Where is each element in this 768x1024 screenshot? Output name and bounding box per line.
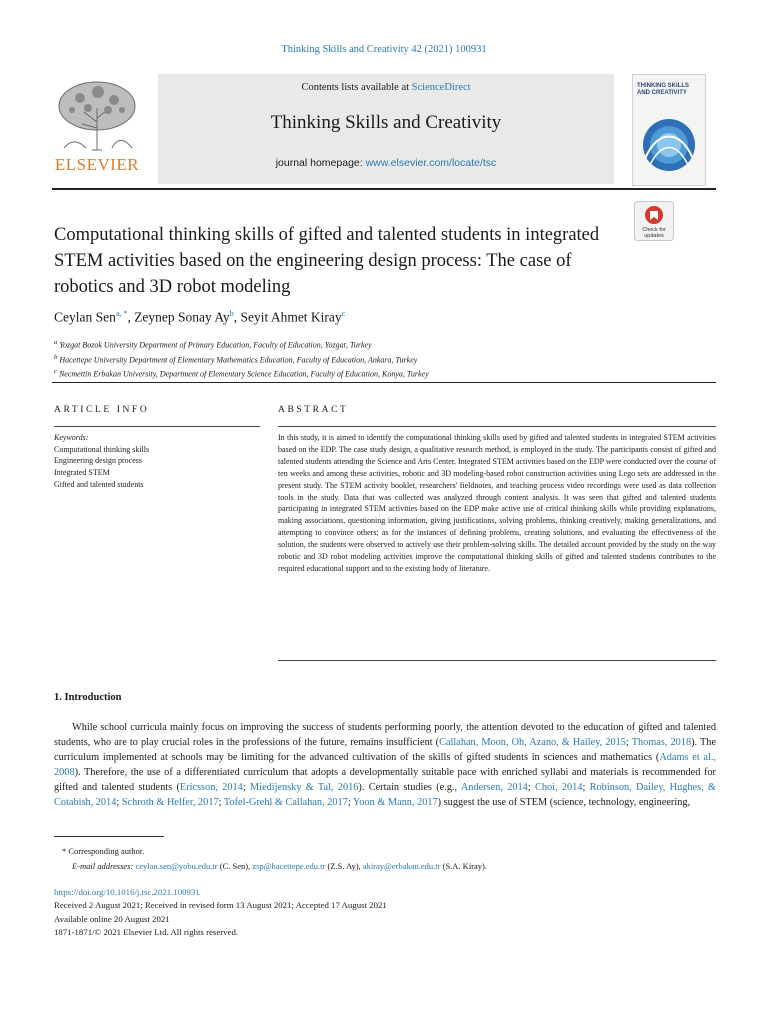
article-info-heading: ARTICLE INFO xyxy=(54,405,150,415)
email-line: E-mail addresses: ceylan.sen@yobu.edu.tr (C. Sen), zsp@hacettepe.edu.tr (Z.S. Ay), akiray@erbakan.edu.tr (S.A. Kiray). xyxy=(72,861,487,871)
cover-title: THINKING SKILLS AND CREATIVITY xyxy=(637,83,689,96)
email-link[interactable]: ceylan.sen@yobu.edu.tr xyxy=(135,861,218,871)
citation-link[interactable]: Callahan, Moon, Oh, Azano, & Hailey, 2015 xyxy=(439,737,626,748)
contents-prefix: Contents lists available at xyxy=(301,82,412,93)
email-label: E-mail addresses: xyxy=(72,861,136,871)
keyword-item: Gifted and talented students xyxy=(54,479,144,489)
sciencedirect-link[interactable]: ScienceDirect xyxy=(411,82,471,93)
copyright-line: 1871-1871/© 2021 Elsevier Ltd. All rights reserved. xyxy=(54,927,239,938)
journal-reference[interactable]: Thinking Skills and Creativity 42 (2021) 100931 xyxy=(281,44,487,55)
affiliation-item: $^a$ Yozgat Bozok University Department of Primary Education, Faculty of Education, Yozgat, Turkey xyxy=(54,339,372,350)
citation-link[interactable]: Robinson, Dailey, Hughes, & Cotabish, 2014 xyxy=(54,782,717,808)
paper-title: Computational thinking skills of gifted and talented students in integrated STEM activities based on the engineering design process: The case of robotics and 3D robot modeling xyxy=(54,225,600,297)
corresponding-author-note: * Corresponding author. xyxy=(62,846,145,856)
citation-link[interactable]: Miedijensky & Tal, 2016 xyxy=(250,782,359,793)
affiliation-item: $^b$ Hacettepe University Department of Elementary Mathematics Education, Faculty of Education, Ankara, Turkey xyxy=(54,353,418,365)
affiliation-list xyxy=(54,337,429,381)
contents-available-line xyxy=(158,82,614,93)
footnote-block xyxy=(54,844,716,874)
citation-link[interactable]: Adams et al., 2008 xyxy=(54,752,716,778)
journal-cover-thumbnail[interactable] xyxy=(632,74,706,186)
affiliation-item: $^c$ Necmettin Erbakan University, Department of Elementary Science Education, Faculty of Education, Konya, Turkey xyxy=(54,368,429,379)
citation-link[interactable]: Andersen, 2014 xyxy=(460,782,528,793)
introduction-paragraph: While school curricula mainly focus on improving the success of students performing poorly, the attention devoted to the education of gifted and talented students, who are to play crucial roles in the professions of the future, remains insufficient (Callahan, Moon, Oh, Azano, & Hailey, 2015; Thomas, 2018). The curriculum implemented at schools may be limiting for the advanced cultivation of the skills of gifted students in sciences and mathematics (Adams et al., 2008). Therefore, the use of a differentiated curriculum that adopts a developmentally suitable pace with enriched syllabi and materials is recommended for gifted and talented students (Ericsson, 2014; Miedijensky & Tal, 2016). Certain studies (e.g., Andersen, 2014; Choi, 2014; Robinson, Dailey, Hughes, & Cotabish, 2014; Schroth & Helfer, 2017; Tofel-Grehl & Callahan, 2017; Yoon & Mann, 2017) suggest the use of STEM (science, technology, engineering, xyxy=(54,722,717,808)
abstract-bottom-rule xyxy=(278,660,716,661)
doi-link[interactable]: https://doi.org/10.1016/j.tsc.2021.100931 xyxy=(54,887,200,897)
received-dates: Received 2 August 2021; Received in revised form 13 August 2021; Accepted 17 August 2021 xyxy=(54,900,387,911)
check-updates-line1: Check for xyxy=(642,227,666,233)
citation-link[interactable]: Tofel-Grehl & Callahan, 2017 xyxy=(223,797,348,808)
article-dates-block xyxy=(54,886,387,940)
introduction-heading: 1. Introduction xyxy=(54,692,122,703)
citation-link[interactable]: Ericsson, 2014 xyxy=(179,782,243,793)
keyword-item: Computational thinking skills xyxy=(54,444,150,454)
keywords-block xyxy=(54,432,254,491)
abstract-text: In this study, it is aimed to identify the computational thinking skills used by gifted and talented students in integrated STEM activities based on the EDP. The case study design, a qualitative research method, is employed in the study. The participants consist of gifted and talented students attending the Science and Arts Center. Integrated STEM activities based on the EDP were conducted over the course of ten weeks and among these activities, robotic and 3D modeling-based robot construction activities using Lego sets are addressed in the present study. The STEM activity booklet, researchers' fieldnotes, and teaching process video recordings were used as data collection tools in the study. Data that was collected was analyzed through content analysis. It was seen that gifted and talented students participating in integrated STEM activities based on the EDP make active use of critical thinking skills while providing explanations, making associations, questioning information, giving justifications, solving problems, thinking creatively, making generalizations, and attempting to convince others; as for the instances of defining problems, creating solutions, and evaluating the effectiveness of the solution, the students were observed to actively use their problem-solving skills. The detailed account provided by the study on the way robotic and 3D robot modeling activities improve the computational thinking skills of gifted and talented students contributes to the required educational support and to the existing body of literature. xyxy=(278,433,716,573)
check-updates-line2: updates xyxy=(644,233,664,239)
author-name[interactable]: Seyit Ahmet Kiray xyxy=(240,309,342,325)
check-updates-icon xyxy=(634,201,674,241)
author-affiliation-marker[interactable]: c xyxy=(341,309,346,318)
author-name[interactable]: Ceylan Sen xyxy=(54,309,116,325)
author-affiliation-marker[interactable]: a, * xyxy=(115,309,128,318)
citation-link[interactable]: Thomas, 2018 xyxy=(631,737,692,748)
citation-link[interactable]: Yoon & Mann, 2017 xyxy=(352,797,438,808)
journal-title: Thinking Skills and Creativity xyxy=(270,112,502,133)
article-info-rule xyxy=(54,426,260,427)
elsevier-wordmark: ELSEVIER xyxy=(54,155,140,174)
footnote-rule xyxy=(54,836,164,837)
header-rule xyxy=(52,188,716,190)
email-link[interactable]: zsp@hacettepe.edu.tr xyxy=(252,861,326,871)
author-list: Ceylan Sen$^{a, *}$, Zeynep Sonay Ay$^b$, Seyit Ahmet Kiray$^c$ xyxy=(54,309,346,325)
check-for-updates-button[interactable] xyxy=(634,201,674,241)
keyword-item: Engineering design process xyxy=(54,456,142,466)
author-affiliation-marker[interactable]: b xyxy=(229,309,234,318)
cover-swirl-art xyxy=(639,109,699,179)
journal-homepage-line xyxy=(158,157,614,169)
abstract-rule xyxy=(278,426,716,427)
keywords-label: Keywords: xyxy=(54,433,89,442)
available-online-date: Available online 20 August 2021 xyxy=(54,913,170,924)
homepage-prefix: journal homepage: xyxy=(275,157,366,169)
abstract-heading: ABSTRACT xyxy=(278,405,349,415)
citation-link[interactable]: Choi, 2014 xyxy=(534,782,583,793)
keyword-item: Integrated STEM xyxy=(54,468,110,478)
homepage-link[interactable]: www.elsevier.com/locate/tsc xyxy=(365,157,497,169)
citation-link[interactable]: Schroth & Helfer, 2017 xyxy=(121,797,219,808)
section-rule xyxy=(52,382,716,383)
author-name[interactable]: Zeynep Sonay Ay xyxy=(134,309,230,325)
email-link[interactable]: akiray@erbakan.edu.tr xyxy=(362,861,441,871)
